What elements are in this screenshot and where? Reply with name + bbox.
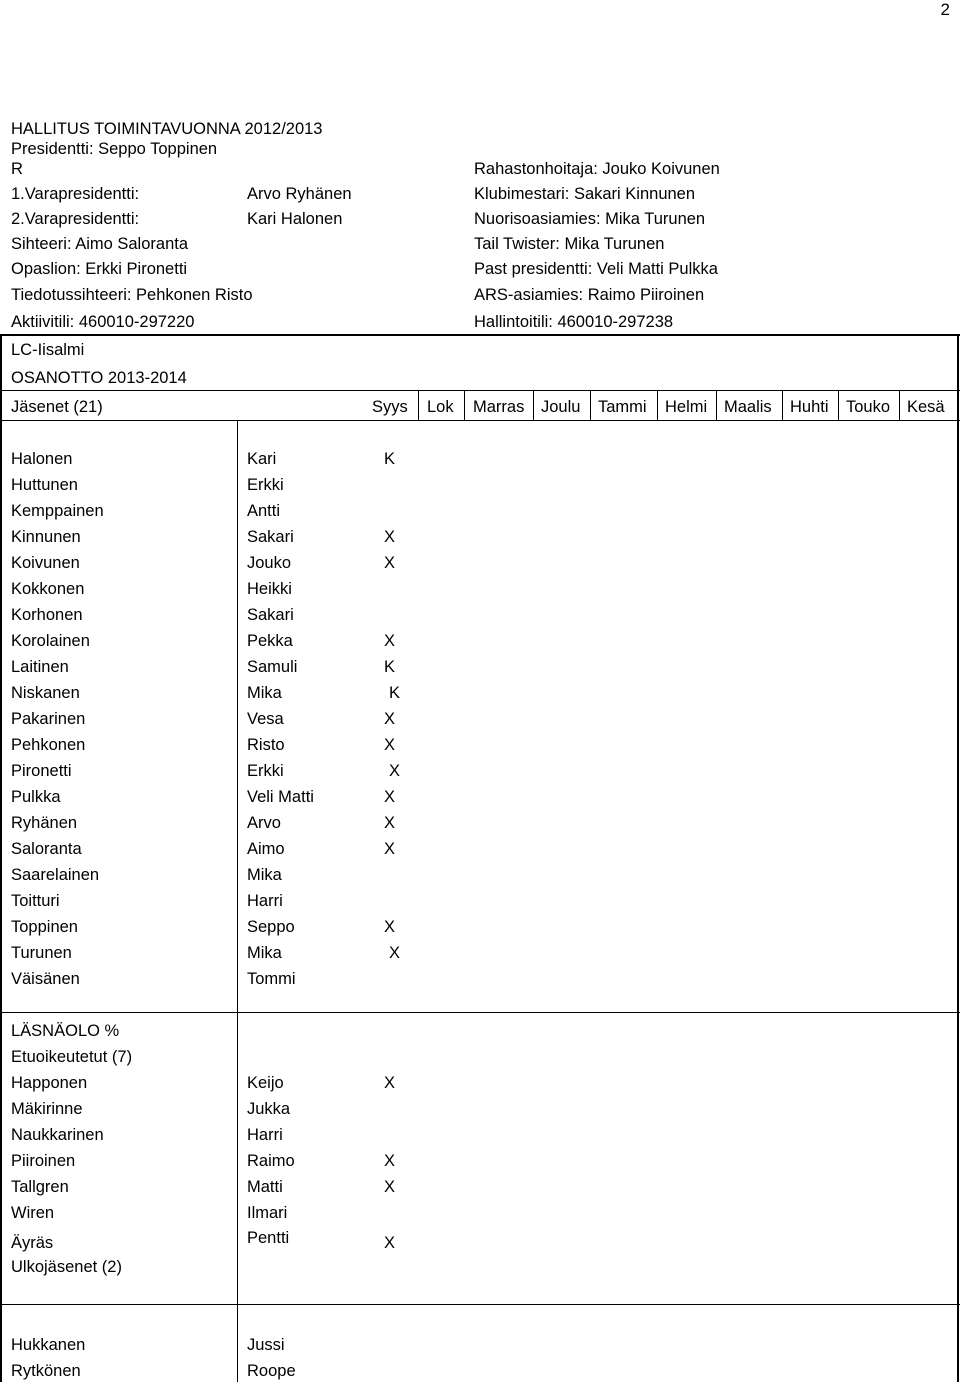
attendance-mark-syys: X bbox=[384, 528, 396, 546]
board-left-line: 2.Varapresidentti: bbox=[11, 210, 140, 228]
member-first-name: Sakari bbox=[247, 606, 294, 624]
member-first-name: Pekka bbox=[247, 632, 293, 650]
attendance-mark-syys: X bbox=[384, 710, 396, 728]
member-last-name: Ryhänen bbox=[11, 814, 78, 832]
attendance-mark-syys: X bbox=[384, 788, 396, 806]
vp2-name: Kari Halonen bbox=[247, 210, 343, 228]
attendance-mark-syys: X bbox=[389, 944, 401, 962]
attendance-mark-syys: X bbox=[384, 554, 396, 572]
page-number: 2 bbox=[940, 0, 950, 19]
month-divider bbox=[418, 390, 419, 420]
member-last-name: Saarelainen bbox=[11, 866, 100, 884]
attendance-mark-syys: X bbox=[384, 1234, 396, 1252]
attendance-mark-syys: X bbox=[384, 1074, 396, 1092]
board-right-line: ARS-asiamies: Raimo Piiroinen bbox=[474, 286, 705, 304]
member-last-name: Mäkirinne bbox=[11, 1100, 83, 1118]
member-last-name: Saloranta bbox=[11, 840, 82, 858]
month-touko: Touko bbox=[846, 398, 891, 416]
member-last-name: Halonen bbox=[11, 450, 73, 468]
member-last-name: Pakarinen bbox=[11, 710, 86, 728]
member-last-name: Wiren bbox=[11, 1204, 55, 1222]
cell-divider bbox=[237, 1304, 238, 1382]
member-first-name: Mika bbox=[247, 944, 282, 962]
member-first-name: Samuli bbox=[247, 658, 298, 676]
member-last-name: Toppinen bbox=[11, 918, 78, 936]
member-first-name: Pentti bbox=[247, 1229, 290, 1247]
cell-divider bbox=[237, 420, 238, 1012]
member-first-name: Mika bbox=[247, 866, 282, 884]
month-divider bbox=[716, 390, 717, 420]
month-huhti: Huhti bbox=[790, 398, 829, 416]
member-last-name: Tallgren bbox=[11, 1178, 69, 1196]
member-first-name: Ilmari bbox=[247, 1204, 288, 1222]
member-last-name: Naukkarinen bbox=[11, 1126, 104, 1144]
table-right-border bbox=[957, 334, 959, 1382]
board-left-line: Opaslion: Erkki Pironetti bbox=[11, 260, 188, 278]
month-syys: Syys bbox=[372, 398, 408, 416]
club-name: LC-Iisalmi bbox=[11, 341, 85, 359]
board-title: HALLITUS TOIMINTAVUONNA 2012/2013 bbox=[11, 120, 323, 138]
table-top-border bbox=[0, 334, 960, 336]
board-left-line: Presidentti: Seppo Toppinen bbox=[11, 140, 218, 158]
board-left-line: Aktiivitili: 460010-297220 bbox=[11, 313, 195, 331]
month-joulu: Joulu bbox=[541, 398, 581, 416]
member-last-name: Turunen bbox=[11, 944, 72, 962]
month-divider bbox=[838, 390, 839, 420]
members-header: Jäsenet (21) bbox=[11, 398, 103, 416]
month-divider bbox=[657, 390, 658, 420]
board-right-line: Tail Twister: Mika Turunen bbox=[474, 235, 665, 253]
member-last-name: Äyräs bbox=[11, 1234, 54, 1252]
member-last-name: Piiroinen bbox=[11, 1152, 76, 1170]
member-first-name: Matti bbox=[247, 1178, 283, 1196]
member-first-name: Heikki bbox=[247, 580, 292, 598]
board-right-line: Hallintoitili: 460010-297238 bbox=[474, 313, 674, 331]
board-left-line: Sihteeri: Aimo Saloranta bbox=[11, 235, 189, 253]
cell-divider bbox=[237, 1012, 238, 1304]
member-first-name: Kari bbox=[247, 450, 277, 468]
member-first-name: Antti bbox=[247, 502, 281, 520]
member-first-name: Erkki bbox=[247, 476, 284, 494]
member-last-name: Happonen bbox=[11, 1074, 88, 1092]
vp1-name: Arvo Ryhänen bbox=[247, 185, 352, 203]
member-last-name: Pulkka bbox=[11, 788, 61, 806]
member-last-name: Väisänen bbox=[11, 970, 80, 988]
table-left-border bbox=[0, 334, 2, 1382]
member-last-name: Kokkonen bbox=[11, 580, 85, 598]
member-first-name: Veli Matti bbox=[247, 788, 314, 806]
member-first-name: Jussi bbox=[247, 1336, 285, 1354]
member-last-name: Koivunen bbox=[11, 554, 80, 572]
member-first-name: Harri bbox=[247, 1126, 283, 1144]
month-divider bbox=[533, 390, 534, 420]
member-last-name: Toitturi bbox=[11, 892, 60, 910]
member-last-name: Niskanen bbox=[11, 684, 80, 702]
member-last-name: Huttunen bbox=[11, 476, 78, 494]
attendance-mark-syys: X bbox=[384, 840, 396, 858]
month-marras: Marras bbox=[473, 398, 525, 416]
member-last-name: Kinnunen bbox=[11, 528, 81, 546]
member-first-name: Risto bbox=[247, 736, 285, 754]
attendance-label: LÄSNÄOLO % bbox=[11, 1022, 120, 1040]
month-divider bbox=[899, 390, 900, 420]
attendance-mark-syys: K bbox=[389, 684, 401, 702]
board-left-line: R bbox=[11, 160, 23, 178]
month-row-top bbox=[0, 390, 960, 391]
month-tammi: Tammi bbox=[598, 398, 647, 416]
attendance-mark-syys: X bbox=[384, 1152, 396, 1170]
member-last-name: Pironetti bbox=[11, 762, 72, 780]
section-title: OSANOTTO 2013-2014 bbox=[11, 369, 187, 387]
member-first-name: Jukka bbox=[247, 1100, 291, 1118]
attendance-mark-syys: X bbox=[384, 736, 396, 754]
attendance-divider bbox=[0, 1012, 960, 1013]
month-kesa: Kesä bbox=[907, 398, 945, 416]
member-last-name: Pehkonen bbox=[11, 736, 86, 754]
board-right-line: Rahastonhoitaja: Jouko Koivunen bbox=[474, 160, 720, 178]
privileged-header: Etuoikeutetut (7) bbox=[11, 1048, 133, 1066]
member-last-name: Korolainen bbox=[11, 632, 90, 650]
member-first-name: Tommi bbox=[247, 970, 296, 988]
member-last-name: Rytkönen bbox=[11, 1362, 81, 1380]
board-left-line: Tiedotussihteeri: Pehkonen Risto bbox=[11, 286, 253, 304]
attendance-mark-syys: X bbox=[384, 918, 396, 936]
external-divider bbox=[0, 1304, 960, 1305]
month-helmi: Helmi bbox=[665, 398, 708, 416]
board-right-line: Past presidentti: Veli Matti Pulkka bbox=[474, 260, 718, 278]
month-lok: Lok bbox=[427, 398, 454, 416]
month-divider bbox=[590, 390, 591, 420]
member-first-name: Roope bbox=[247, 1362, 296, 1380]
member-first-name: Sakari bbox=[247, 528, 294, 546]
member-last-name: Laitinen bbox=[11, 658, 69, 676]
member-first-name: Raimo bbox=[247, 1152, 295, 1170]
attendance-mark-syys: K bbox=[384, 450, 396, 468]
month-divider bbox=[782, 390, 783, 420]
member-first-name: Keijo bbox=[247, 1074, 284, 1092]
external-header: Ulkojäsenet (2) bbox=[11, 1258, 122, 1276]
board-left-line: 1.Varapresidentti: bbox=[11, 185, 140, 203]
attendance-mark-syys: X bbox=[384, 632, 396, 650]
member-first-name: Harri bbox=[247, 892, 283, 910]
member-first-name: Arvo bbox=[247, 814, 281, 832]
member-last-name: Korhonen bbox=[11, 606, 83, 624]
attendance-mark-syys: X bbox=[384, 814, 396, 832]
month-divider bbox=[464, 390, 465, 420]
member-last-name: Hukkanen bbox=[11, 1336, 86, 1354]
attendance-mark-syys: X bbox=[389, 762, 401, 780]
board-right-line: Nuorisoasiamies: Mika Turunen bbox=[474, 210, 706, 228]
member-last-name: Kemppainen bbox=[11, 502, 104, 520]
member-first-name: Jouko bbox=[247, 554, 292, 572]
member-first-name: Vesa bbox=[247, 710, 284, 728]
member-first-name: Aimo bbox=[247, 840, 285, 858]
member-first-name: Mika bbox=[247, 684, 282, 702]
attendance-mark-syys: X bbox=[384, 1178, 396, 1196]
attendance-mark-syys: K bbox=[384, 658, 396, 676]
month-maalis: Maalis bbox=[724, 398, 772, 416]
board-right-line: Klubimestari: Sakari Kinnunen bbox=[474, 185, 696, 203]
member-first-name: Erkki bbox=[247, 762, 284, 780]
member-first-name: Seppo bbox=[247, 918, 295, 936]
month-row-bottom bbox=[0, 420, 960, 421]
